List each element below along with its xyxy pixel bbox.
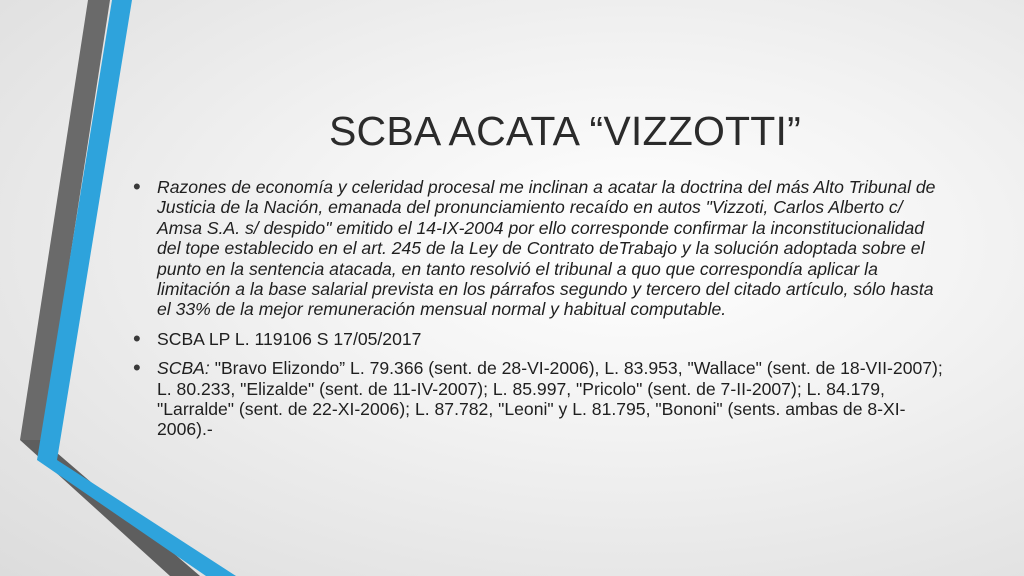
blue-stripe-lower — [37, 460, 236, 576]
bullet-text: "Bravo Elizondo” L. 79.366 (sent. de 28-VI-2006), L. 83.953, "Wallace" (sent. de 18-VII-2007); L. 80.233, "Elizalde" (sent. de 11-IV-2007); L. 85.997, "Pricolo" (sent. de 7-II-2007); L. 84.179, "Larralde" (sent. de 22-XI-2006); L. 87.782, "Leoni" y L. 81.795, "Bononi" (sents. ambas de 8-XI-2006).- — [157, 358, 943, 440]
bullet-item-case-reference — [133, 325, 945, 351]
bullet-item-scba-precedents — [133, 355, 945, 440]
bullet-item-vizzotti-doctrine — [133, 174, 945, 320]
bullet-text: SCBA LP L. 119106 S 17/05/2017 — [157, 328, 422, 349]
bullet-dot-icon: • — [133, 325, 141, 351]
bullet-dot-icon: • — [133, 174, 141, 199]
bullet-dot-icon: • — [133, 355, 141, 381]
bullet-list — [133, 174, 945, 449]
bullet-text: Razones de economía y celeridad procesal me inclinan a acatar la doctrina del más Alto Tribunal de Justicia de la Nación, emanada del pronunciamiento recaído en autos "Vizzoti, Carlos Alberto c/ Amsa S.A. s/ despido" emitido el 14-IX-2004 por ello corresponde confirmar la inconstitucionalidad del tope establecido en el art. 245 de la Ley de Contrato deTrabajo y la solución adoptada sobre el punto en la sentencia atacada, en tanto resolvió el tribunal a quo que correspondía aplicar la limitación a la base salarial prevista en los párrafos segundo y tercero del citado artículo, sólo hasta el 33% de la mejor remuneración mensual normal y habitual computable. — [157, 177, 936, 320]
slide-title: SCBA ACATA “VIZZOTTI” — [329, 108, 801, 154]
bullet-lead-label: SCBA: — [157, 358, 210, 379]
